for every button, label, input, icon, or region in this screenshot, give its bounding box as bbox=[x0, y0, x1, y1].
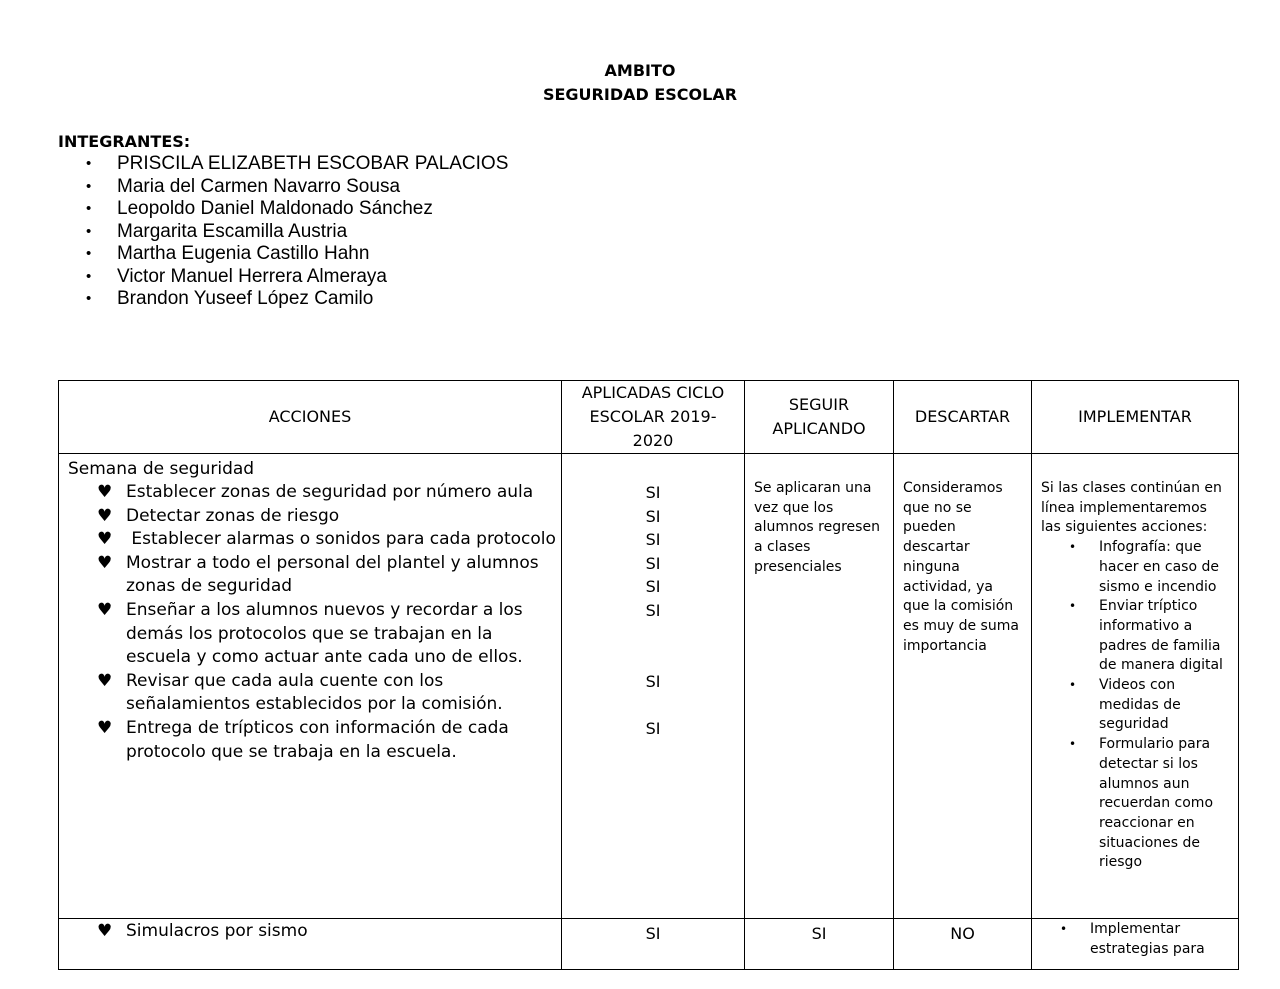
implementar-item bbox=[1032, 920, 1232, 959]
member-name: Margarita Escamilla Austria bbox=[117, 220, 348, 242]
member-item bbox=[82, 221, 508, 244]
implementar-item bbox=[1041, 676, 1230, 735]
aplicada-value: SI bbox=[645, 718, 661, 738]
acciones-title: Semana de seguridad bbox=[68, 459, 255, 479]
header-seguir bbox=[745, 381, 894, 454]
header-implementar: IMPLEMENTAR bbox=[1032, 381, 1239, 454]
bullet-icon: • bbox=[1060, 922, 1068, 936]
implementar-text: Videos con medidas de seguridad bbox=[1099, 677, 1181, 733]
accion-item bbox=[59, 528, 561, 552]
aplicadas-cell bbox=[562, 454, 745, 919]
accion-item bbox=[59, 920, 561, 944]
heart-icon: ♥ bbox=[97, 717, 113, 738]
accion-item bbox=[59, 599, 561, 670]
implementar-list bbox=[1032, 920, 1238, 959]
acciones-cell bbox=[59, 454, 562, 919]
aplicada-value: SI bbox=[645, 577, 661, 597]
accion-item bbox=[59, 670, 561, 717]
bullet-icon: • bbox=[1069, 599, 1077, 614]
implementar-cell bbox=[1032, 454, 1239, 919]
document-title: AMBITO bbox=[604, 61, 676, 80]
header-descartar: DESCARTAR bbox=[894, 381, 1032, 454]
accion-text: Establecer alarmas o sonidos para cada protocolo bbox=[126, 529, 556, 550]
heart-icon: ♥ bbox=[97, 599, 113, 620]
bullet-icon: • bbox=[1069, 678, 1077, 693]
aplicada-value: SI bbox=[645, 600, 661, 620]
table-header-row bbox=[59, 381, 1239, 454]
accion-text: Entrega de trípticos con información de cada protocolo que se trabaja en la escuela. bbox=[126, 717, 509, 762]
bullet-icon: • bbox=[86, 222, 92, 240]
header-seguir-label: SEGUIR APLICANDO bbox=[772, 395, 866, 438]
members-label: INTEGRANTES: bbox=[58, 132, 191, 151]
member-name: Maria del Carmen Navarro Sousa bbox=[117, 175, 401, 197]
heart-icon: ♥ bbox=[97, 670, 113, 691]
seguir-cell: Se aplicaran una vez que los alumnos regresen a clases presenciales bbox=[745, 454, 894, 919]
implementar-text: Infografía: que hacer en caso de sismo e incendio bbox=[1099, 539, 1219, 595]
member-item bbox=[82, 288, 508, 311]
aplicada-value bbox=[562, 623, 744, 647]
implementar-item bbox=[1041, 735, 1230, 873]
aplicada-value: SI bbox=[645, 530, 661, 550]
bullet-icon: • bbox=[86, 155, 92, 172]
accion-text: Simulacros por sismo bbox=[126, 921, 308, 941]
header-aplicadas-label: APLICADAS CICLO ESCOLAR 2019-2020 bbox=[581, 383, 725, 450]
member-name: Victor Manuel Herrera Almeraya bbox=[117, 265, 387, 287]
implementar-list bbox=[1041, 538, 1230, 873]
member-name: Martha Eugenia Castillo Hahn bbox=[117, 243, 370, 264]
aplicada-value bbox=[562, 693, 744, 717]
table-row bbox=[59, 454, 1239, 919]
aplicada-value: SI bbox=[645, 483, 661, 502]
member-item bbox=[82, 198, 508, 221]
bullet-icon: • bbox=[1069, 737, 1077, 752]
accion-text: Detectar zonas de riesgo bbox=[126, 505, 340, 526]
bullet-icon: • bbox=[86, 245, 92, 262]
member-item bbox=[82, 266, 508, 289]
implementar-item bbox=[1041, 597, 1230, 676]
header-aplicadas bbox=[562, 381, 745, 454]
heart-icon: ♥ bbox=[97, 505, 113, 526]
aplicada-value: SI bbox=[645, 506, 661, 526]
member-item bbox=[82, 153, 508, 176]
aplicada-value: SI bbox=[645, 553, 661, 573]
accion-item bbox=[59, 505, 561, 529]
implementar-text: Enviar tríptico informativo a padres de familia de manera digital bbox=[1099, 598, 1223, 674]
acciones-list bbox=[59, 919, 561, 944]
heart-icon: ♥ bbox=[97, 921, 113, 941]
header-acciones: ACCIONES bbox=[59, 381, 562, 454]
descartar-cell: NO bbox=[894, 919, 1032, 970]
bullet-icon: • bbox=[86, 290, 92, 307]
table-row bbox=[59, 919, 1239, 970]
member-name: Leopoldo Daniel Maldonado Sánchez bbox=[117, 198, 433, 219]
accion-text: Enseñar a los alumnos nuevos y recordar a los demás los protocolos que se trabajan en la escuela y como actuar ante cada uno de ellos. bbox=[126, 599, 523, 668]
bullet-icon: • bbox=[86, 200, 92, 217]
document-subtitle: SEGURIDAD ESCOLAR bbox=[542, 85, 738, 104]
bullet-icon: • bbox=[86, 267, 92, 285]
acciones-list bbox=[59, 481, 561, 764]
implementar-intro: Si las clases continúan en línea implementaremos las siguientes acciones: bbox=[1041, 480, 1222, 536]
heart-icon: ♥ bbox=[97, 482, 113, 502]
accion-text: Establecer zonas de seguridad por número aula bbox=[126, 482, 534, 502]
accion-item bbox=[59, 717, 561, 764]
member-item bbox=[82, 176, 508, 199]
bullet-icon: • bbox=[86, 177, 92, 195]
seguir-cell: SI bbox=[745, 919, 894, 970]
descartar-cell: Consideramos que no se pueden descartar ninguna actividad, ya que la comisión es muy de suma importancia bbox=[894, 454, 1032, 919]
actions-table bbox=[58, 380, 1239, 970]
implementar-cell bbox=[1032, 919, 1239, 970]
bullet-icon: • bbox=[1069, 540, 1077, 555]
accion-text: Revisar que cada aula cuente con los señalamientos establecidos por la comisión. bbox=[126, 670, 503, 715]
accion-item bbox=[59, 552, 561, 599]
accion-item bbox=[59, 481, 561, 505]
member-item bbox=[82, 243, 508, 266]
member-name: Brandon Yuseef López Camilo bbox=[117, 288, 374, 309]
member-name: PRISCILA ELIZABETH ESCOBAR PALACIOS bbox=[117, 153, 509, 174]
implementar-text: Formulario para detectar si los alumnos aun recuerdan como reaccionar en situaciones de riesgo bbox=[1099, 736, 1214, 871]
members-list bbox=[82, 153, 508, 311]
heart-icon: ♥ bbox=[97, 552, 113, 573]
implementar-text: Implementar estrategias para bbox=[1090, 921, 1205, 957]
aplicada-value: SI bbox=[645, 671, 661, 691]
accion-text: Mostrar a todo el personal del plantel y alumnos zonas de seguridad bbox=[126, 552, 539, 597]
implementar-item bbox=[1041, 538, 1230, 597]
heart-icon: ♥ bbox=[97, 529, 113, 550]
aplicadas-cell: SI bbox=[562, 919, 745, 970]
aplicada-value bbox=[562, 646, 744, 670]
acciones-cell bbox=[59, 919, 562, 970]
